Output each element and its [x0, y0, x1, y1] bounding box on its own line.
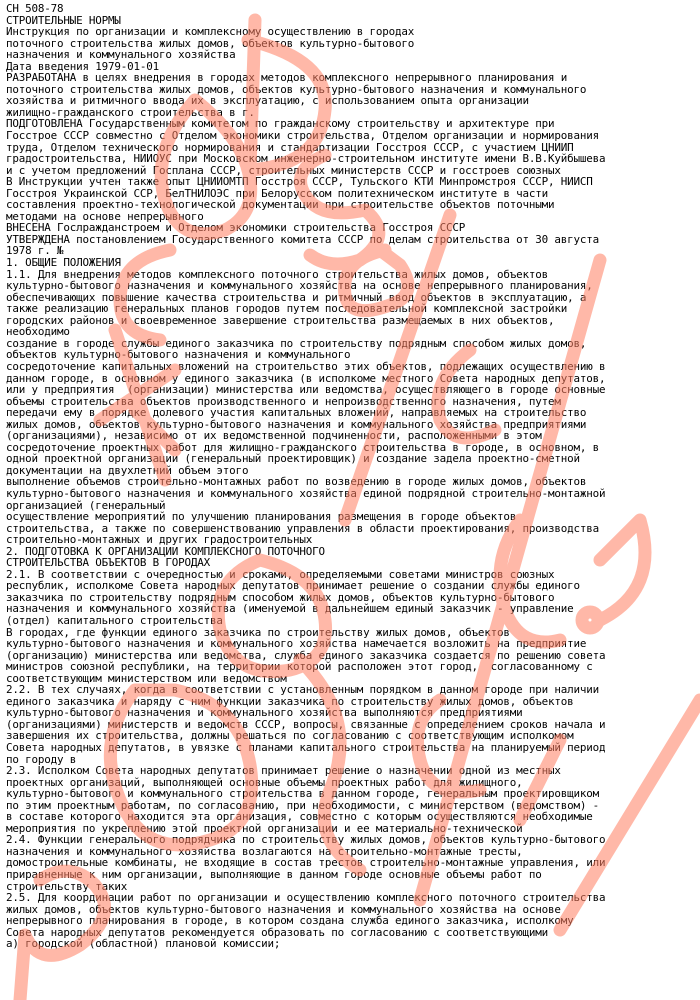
document-line: В городах, где функции единого заказчика по строительству жилых домов, объектов [6, 625, 510, 639]
document-line: жилых домов, объектов культурно-бытового назначения и коммунального хозяйства предприятиями [6, 417, 587, 431]
document-line: культурно-бытового назначения и коммунального хозяйства намечается возложить на предприятие [6, 637, 587, 651]
document-line: сосредоточение капитальных вложений на строительство этих объектов, подлежащих осуществлению в [6, 359, 606, 373]
document-line: обеспечивающих повышение качества строительства и ритмичный ввод объектов в эксплуатацию, а [6, 290, 587, 304]
document-line: 1.1. Для внедрения методов комплексного поточного строительства жилых домов, объектов [6, 267, 549, 281]
document-line: документации на двухлетний объем этого [6, 463, 249, 477]
document-line: непрерывного планирования в городе, в котором создана служба единого заказчика, исполкому [6, 914, 574, 928]
document-line: 2.2. В тех случаях, когда в соответствии с установленным порядком в данном городе при наличии [6, 683, 600, 697]
document-line: (организацию) министерства или ведомства, служба единого заказчика создается по решению совета [6, 648, 606, 662]
document-line: труда, Отделом технического нормирования и стандартизации Госстроя СССР, с участием ЦНИИП [6, 140, 574, 154]
document-line: 2.4. Функции генерального подрядчика по строительству жилых домов, объектов культурно-бытового [6, 833, 606, 847]
document-line: ВНЕСЕНА Гослражданстроем и Отделом экономики строительства Госстроя СССР [6, 221, 466, 235]
document-line: 2.5. Для координации работ по организации и осуществлению комплексного поточного строительства [6, 891, 606, 905]
document-line: назначения и коммунального хозяйства [6, 48, 236, 62]
document-line: завершения их строительства, должны решаться по согласованию с соответствующим исполкомом [6, 729, 574, 743]
document-line: сосредоточение проектных работ для жилищно-гражданского строительства в городе, в основном, в [6, 440, 600, 454]
document-line: осуществление мероприятий по улучшению планирования размещения в городе объектов [6, 510, 517, 524]
document-line: строительству таких [6, 879, 128, 893]
document-line: (отдел) капитального строительства [6, 613, 223, 627]
document-line: ПОДГОТОВЛЕНА Государственным комитетом по гражданскому строительству и архитектуре при [6, 117, 555, 131]
document-line: СТРОИТЕЛЬСТВА ОБЪЕКТОВ В ГОРОДАХ [6, 556, 211, 570]
document-line: 2.1. В соответствии с очередностью и сроками, определяемыми советами министров союзных [6, 567, 555, 581]
document-line: Госстроя Украинской ССР, БелТНИЛОЭС при Белорусском политехническом институте в части [6, 186, 549, 200]
document-line: строительно-монтажных и других градостроительных [6, 533, 313, 547]
document-line: создание в городе службы единого заказчика по строительству подрядным способом жилых домов, [6, 336, 587, 350]
document-line: поточного строительства жилых домов, объектов культурно-бытового назначения и коммунального [6, 82, 587, 96]
document-line: выполнение объемов строительно-монтажных работ по возведению в городе жилых домов, объектов [6, 475, 587, 489]
document-line: (организациями) министерств и ведомств СССР, вопросы, связанные с определением сроков начала и [6, 717, 606, 731]
document-line: приравненные к ним организации, выполняющие в данном городе основные объемы работ по [6, 868, 542, 882]
document-line: Госстрое СССР совместно с Отделом экономики строительства, Отделом организации и нормирования [6, 129, 600, 143]
document-line: СТРОИТЕЛЬНЫЕ НОРМЫ [6, 13, 121, 27]
document-line: В Инструкции учтен также опыт ЦНИИОМТП Госстроя СССР, Тульского КТИ Минпромстроя СССР, НИИСП [6, 175, 593, 189]
document-line: необходимо [6, 325, 70, 339]
document-line: культурно-бытового назначения и коммунального хозяйства на основе непрерывного планирования, [6, 279, 593, 293]
document-line: градостроительства, НИИОУС при Московском инженерно-строительном институте имени В.В.Куйбышева [6, 152, 606, 166]
document-line: данном городе, в основном у единого заказчика (в исполкоме местного Совета народных депутатов, [6, 371, 606, 385]
document-line: культурно-бытового и коммунального строительства в данном городе, генеральным проектировщиком [6, 787, 600, 801]
document-line: поточного строительства жилых домов, объектов культурно-бытового [6, 36, 415, 50]
document-line: культурно-бытового назначения и коммунального хозяйства единой подрядной строительно-монтажной [6, 486, 606, 500]
document-line: в составе которого находится эта организация, совместно с которым осуществляются необходимые [6, 810, 593, 824]
document-line: строительства, а также по совершенствованию управления в области проектирования, производства [6, 521, 600, 535]
document-line: назначения и коммунального хозяйства (именуемой в дальнейшем единый заказчик - управление [6, 602, 574, 616]
document-line: по этим проектным работам, по согласованию, при необходимости, с министерством (ведомством) - [6, 798, 600, 812]
document-line: Инструкция по организации и комплексному осуществлению в городах [6, 25, 415, 39]
document-line: (организациями), независимо от их ведомственной подчиненности, расположенными в этом [6, 429, 542, 443]
document-line: культурно-бытового назначения и коммунального хозяйства выполняются предприятиями [6, 706, 523, 720]
document-line: или у предприятия (организации) министерства или ведомства, осуществляющего в городе основные [6, 383, 606, 397]
document-line: организацией (генеральный [6, 498, 166, 512]
document-line: по городу в [6, 752, 77, 766]
document-line: 2.3. Исполком Совета народных депутатов принимает решение о назначении одной из местных [6, 764, 561, 778]
document-line: домостроительные комбинаты, не входящие в состав трестов строительно-монтажные управления, или [6, 856, 606, 870]
document-line: УТВЕРЖДЕНА постановлением Государственного комитета СССР по делам строительства от 30 августа [6, 232, 600, 246]
document-line: Совета народных депутатов рекомендуется образовать по согласованию с соответствующими [6, 925, 549, 939]
document-line: жилых домов, объектов культурно-бытового назначения и коммунального хозяйства на основе [6, 902, 561, 916]
document-body [6, 3, 696, 950]
document-line: городских районов и своевременное завершение строительства размещаемых в них объектов, [6, 313, 555, 327]
document-line: мероприятия по укреплению этой проектной организации и ее материально-технической [6, 821, 523, 835]
document-line: проектных организаций, выполняющей основные объемы проектных работ для жилищного, [6, 775, 523, 789]
document-line: хозяйства и ритмичного ввода их в эксплуатацию, с использованием опыта организации [6, 94, 529, 108]
document-line: объектов культурно-бытового назначения и коммунального [6, 348, 351, 362]
document-line: 2. ПОДГОТОВКА К ОРГАНИЗАЦИИ КОМПЛЕКСНОГО ПОТОЧНОГО [6, 544, 325, 558]
document-line: передачи ему в порядке долевого участия капитальных вложений, направляемых на строительство [6, 406, 587, 420]
document-line: РАЗРАБОТАНА в целях внедрения в городах методов комплексного непрерывного планирования и [6, 71, 568, 85]
document-line: республик, исполкоме Совета народных депутатов принимает решение о создании службы единого [6, 579, 580, 593]
document-line: 1. ОБЩИЕ ПОЛОЖЕНИЯ [6, 256, 121, 270]
document-line: единого заказчика и наряду с ним функции заказчика по строительству жилых домов, объектов [6, 694, 574, 708]
document-line: одной проектной организации (генеральный проектировщик) и создание задела проектно-сметной [6, 452, 580, 466]
document-line: методами на основе непрерывного [6, 209, 204, 223]
document-line: соответствующим министерством или ведомством [6, 671, 287, 685]
document-line: и с учетом предложений Госплана СССР, строительных министерств СССР и госстроев союзных [6, 163, 561, 177]
document-line: назначения и коммунального хозяйства возлагаются на строительно-монтажные тресты, [6, 844, 523, 858]
document-line: составления проектно-технологической документации при строительстве объектов поточными [6, 198, 555, 212]
document-line: жилищно-гражданского строительства в г. [6, 105, 255, 119]
document-line: а) городской (областной) плановой комиссии; [6, 937, 281, 951]
document-line: СН 508-78 [6, 2, 64, 15]
document-line: министров союзной республики, на территории которой расположен этот город, согласованному с [6, 660, 593, 674]
document-line: объемы строительства объектов производственного и непроизводственного назначения, путем [6, 394, 561, 408]
document-line: заказчика по строительству подрядным способом жилых домов, объектов культурно-бытового [6, 590, 555, 604]
document-line: 1978 г. № [6, 244, 64, 258]
document-line: Совета народных депутатов, в увязке с планами капитального строительства на планируемый период [6, 741, 606, 754]
document-line: Дата введения 1979-01-01 [6, 59, 160, 73]
document-line: также реализацию генеральных планов городов путем последовательной комплексной застройки [6, 302, 568, 316]
